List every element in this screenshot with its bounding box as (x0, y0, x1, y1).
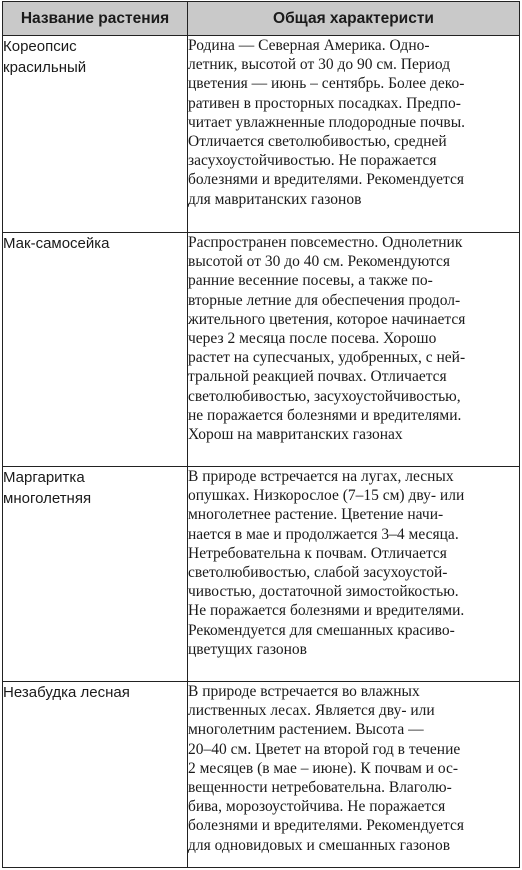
description-line: лиственных лесах. Является дву- или (188, 702, 435, 720)
plant-name-line: Мак-самосейка (3, 235, 110, 252)
description-line: ративен в просторных посадках. Предпо- (188, 94, 461, 112)
description-line: болезнями и вредителями. Рекомендуется (188, 817, 464, 835)
description-line: бива, морозоустойчива. Не поражается (188, 798, 446, 816)
plant-name-cell (3, 233, 188, 467)
plants-table (2, 1, 520, 868)
description-line: Родина — Северная Америка. Одно- (188, 37, 430, 54)
plant-description-cell (188, 36, 520, 233)
column-header-plant-name: Название растения (3, 2, 188, 36)
description-line: не поражается болезнями и вредителями. (188, 406, 462, 424)
description-line: Отличается светолюбивостью, средней (188, 133, 447, 151)
description-line: ранние весенние посевы, а также по- (188, 272, 433, 290)
description-line: нается в мае и продолжается 3–4 месяца. (188, 525, 459, 543)
description-line: чивостью, достаточной зимостойкостью. (188, 583, 459, 601)
table-header-row (3, 2, 520, 36)
plant-name-cell (3, 682, 188, 868)
plant-name-cell (3, 467, 188, 682)
description-line: высотой от 30 до 40 см. Рекомендуются (188, 253, 451, 271)
plant-name-line: Маргаритка (3, 469, 85, 486)
description-line: многолетнее растение. Цветение начи- (188, 506, 444, 524)
description-line: вещенности нетребовательна. Влаголю- (188, 779, 452, 797)
description-line: многолетним растением. Высота — (188, 721, 424, 739)
plant-description-cell (188, 233, 520, 467)
description-line: светолюбивостью, засухоустойчивостью, (188, 387, 461, 405)
description-line: засухоустойчивостью. Не поражается (188, 152, 437, 170)
description-line: жительного цветения, которое начинается (188, 310, 466, 328)
description-line: В природе встречается во влажных (188, 683, 420, 700)
plant-name-line: Кореопсис (3, 38, 77, 55)
plant-name-line: красильный (3, 59, 87, 76)
table-row (3, 682, 520, 868)
plant-description-cell (188, 467, 520, 682)
description-line: через 2 месяца после посева. Хорошо (188, 330, 437, 348)
description-line: Не поражается болезнями и вредителями. (188, 602, 465, 620)
description-line: Распространен повсеместно. Однолетник (188, 234, 463, 251)
plant-name-cell (3, 36, 188, 233)
table-row (3, 467, 520, 682)
description-line: болезнями и вредителями. Рекомендуется (188, 171, 464, 189)
description-line: Нетребовательна к почвам. Отличается (188, 544, 447, 562)
description-line: Хорош на мавританских газонах (188, 426, 403, 444)
plant-name-line: Незабудка лесная (3, 684, 130, 701)
description-line: светолюбивостью, слабой засухоустой- (188, 564, 448, 582)
description-line: 2 месяцев (в мае – июне). К почвам и ос- (188, 759, 459, 777)
description-line: 20–40 см. Цветет на второй год в течение (188, 740, 461, 758)
description-line: тральной реакцией почвах. Отличается (188, 368, 447, 386)
page (2, 1, 519, 867)
description-line: цветения — июнь – сентябрь. Более деко- (188, 75, 465, 93)
description-line: цветущих газонов (188, 640, 307, 658)
table-row (3, 36, 520, 233)
table-row (3, 233, 520, 467)
column-header-characteristics: Общая характеристи (188, 2, 520, 36)
description-line: для одновидовых и смешанных газонов (188, 836, 451, 854)
description-line: читает увлажненные плодородные почвы. (188, 113, 466, 131)
description-line: для мавританских газонов (188, 190, 362, 208)
plant-description-cell (188, 682, 520, 868)
description-line: опушках. Низкорослое (7–15 см) дву- или (188, 487, 465, 505)
description-line: вторные летние для обеспечения продол- (188, 291, 461, 309)
plant-name-line: многолетняя (3, 490, 92, 507)
description-line: В природе встречается на лугах, лесных (188, 468, 454, 485)
description-line: Рекомендуется для смешанных красиво- (188, 621, 455, 639)
description-line: растет на супесчаных, удобренных, с ней- (188, 349, 466, 367)
description-line: летник, высотой от 30 до 90 см. Период (188, 56, 451, 74)
